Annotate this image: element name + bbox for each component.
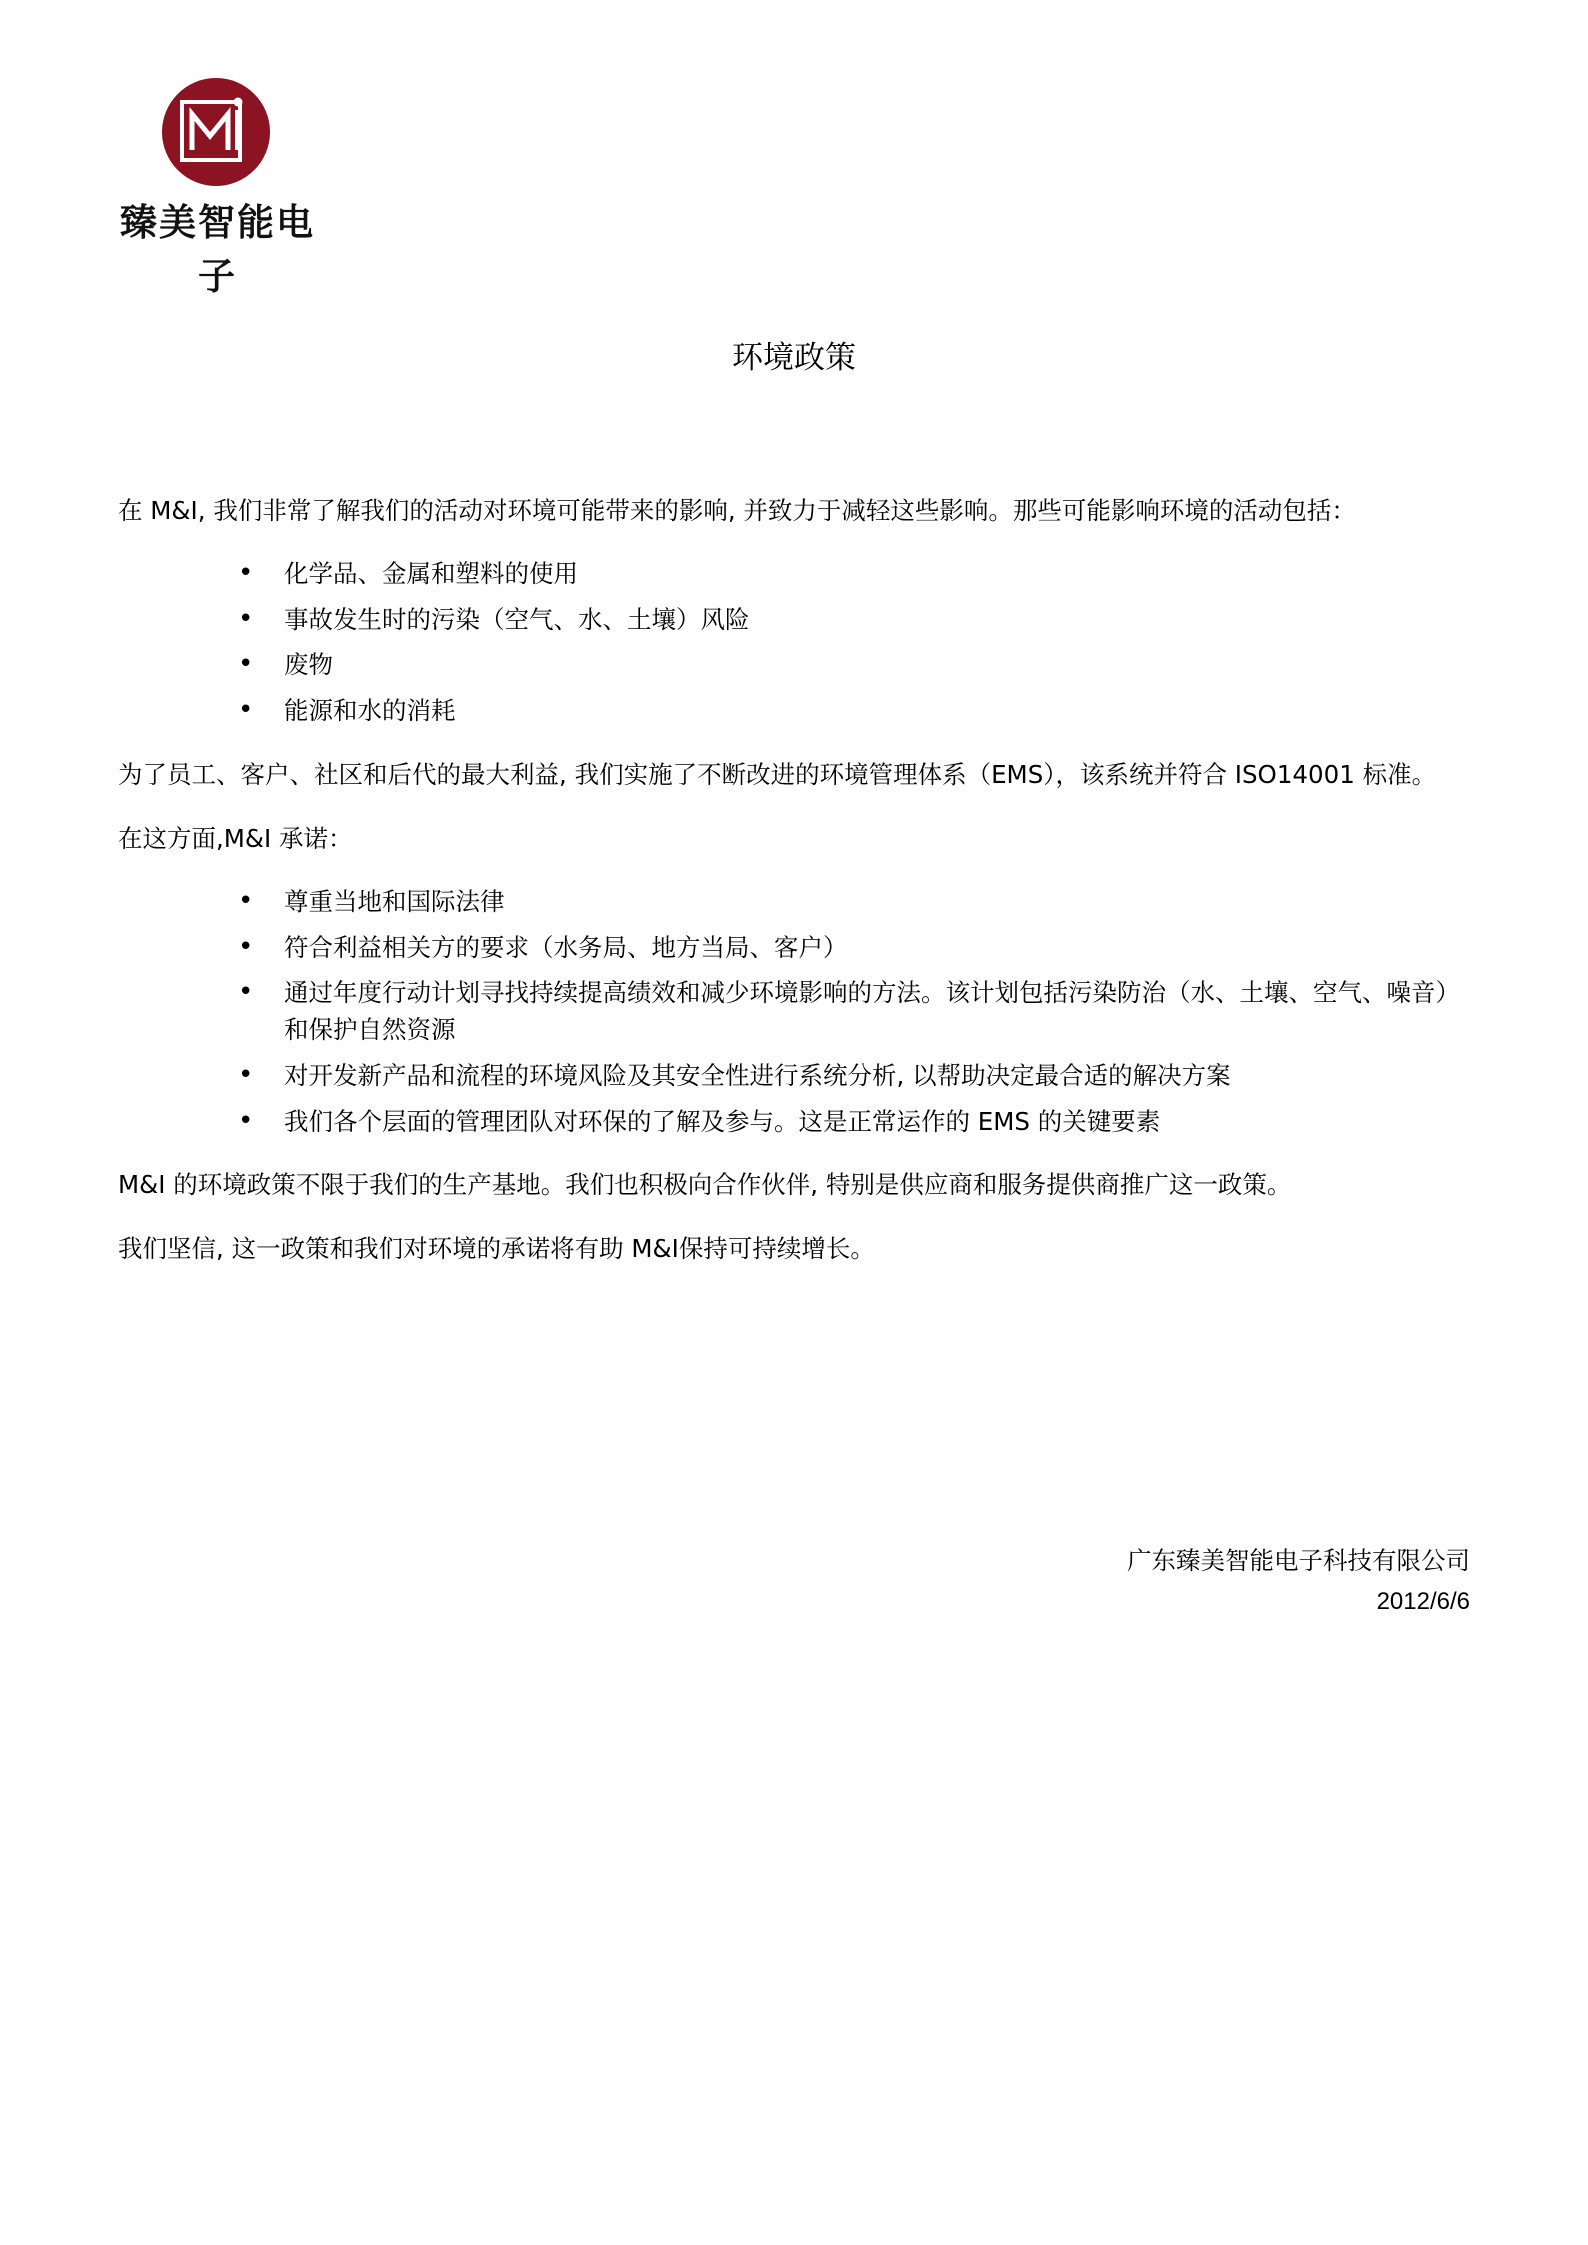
ems-paragraph: 为了员工、客户、社区和后代的最大利益, 我们实施了不断改进的环境管理体系（EMS），该系统并符合 ISO14001 标准。 — [118, 759, 1437, 789]
signature-date: 2012/6/6 — [1376, 1587, 1470, 1615]
list-item: • 符合利益相关方的要求（水务局、地方当局、客户） — [238, 930, 1473, 967]
list-item: • 化学品、金属和塑料的使用 — [238, 556, 1473, 593]
signature-block — [0, 1540, 1470, 1622]
commitment-list — [118, 884, 1473, 1141]
list-item: • 尊重当地和国际法律 — [238, 884, 1473, 921]
list-item: • 能源和水的消耗 — [238, 693, 1473, 730]
m-and-i-circular-logo-icon — [162, 78, 270, 186]
document-body — [118, 492, 1473, 1294]
impact-list — [118, 556, 1473, 730]
commitment-lead: 在这方面,M&I 承诺： — [118, 823, 353, 853]
list-item: • 我们各个层面的管理团队对环保的了解及参与。这是正常运作的 EMS 的关键要素 — [238, 1104, 1473, 1141]
closing-paragraph: 我们坚信, 这一政策和我们对环境的承诺将有助 M&I保持可持续增长。 — [118, 1234, 875, 1264]
intro-paragraph: 在 M&I, 我们非常了解我们的活动对环境可能带来的影响, 并致力于减轻这些影响。那些可能影响环境的活动包括： — [118, 496, 1356, 525]
list-item: • 通过年度行动计划寻找持续提高绩效和减少环境影响的方法。该计划包括污染防治（水、土壤、空气、噪音）和保护自然资源 — [238, 975, 1473, 1049]
list-item: • 对开发新产品和流程的环境风险及其安全性进行系统分析, 以帮助决定最合适的解决方案 — [238, 1058, 1473, 1095]
list-item: • 废物 — [238, 647, 1473, 684]
page-title: 环境政策 — [732, 340, 856, 376]
company-logo — [110, 78, 370, 300]
list-item: • 事故发生时的污染（空气、水、土壤）风险 — [238, 602, 1473, 639]
logo-company-name: 臻美智能电子 — [120, 201, 315, 298]
signature-company: 广东臻美智能电子科技有限公司 — [1127, 1546, 1470, 1575]
scope-paragraph: M&I 的环境政策不限于我们的生产基地。我们也积极向合作伙伴, 特别是供应商和服务提供商推广这一政策。 — [118, 1170, 1292, 1200]
